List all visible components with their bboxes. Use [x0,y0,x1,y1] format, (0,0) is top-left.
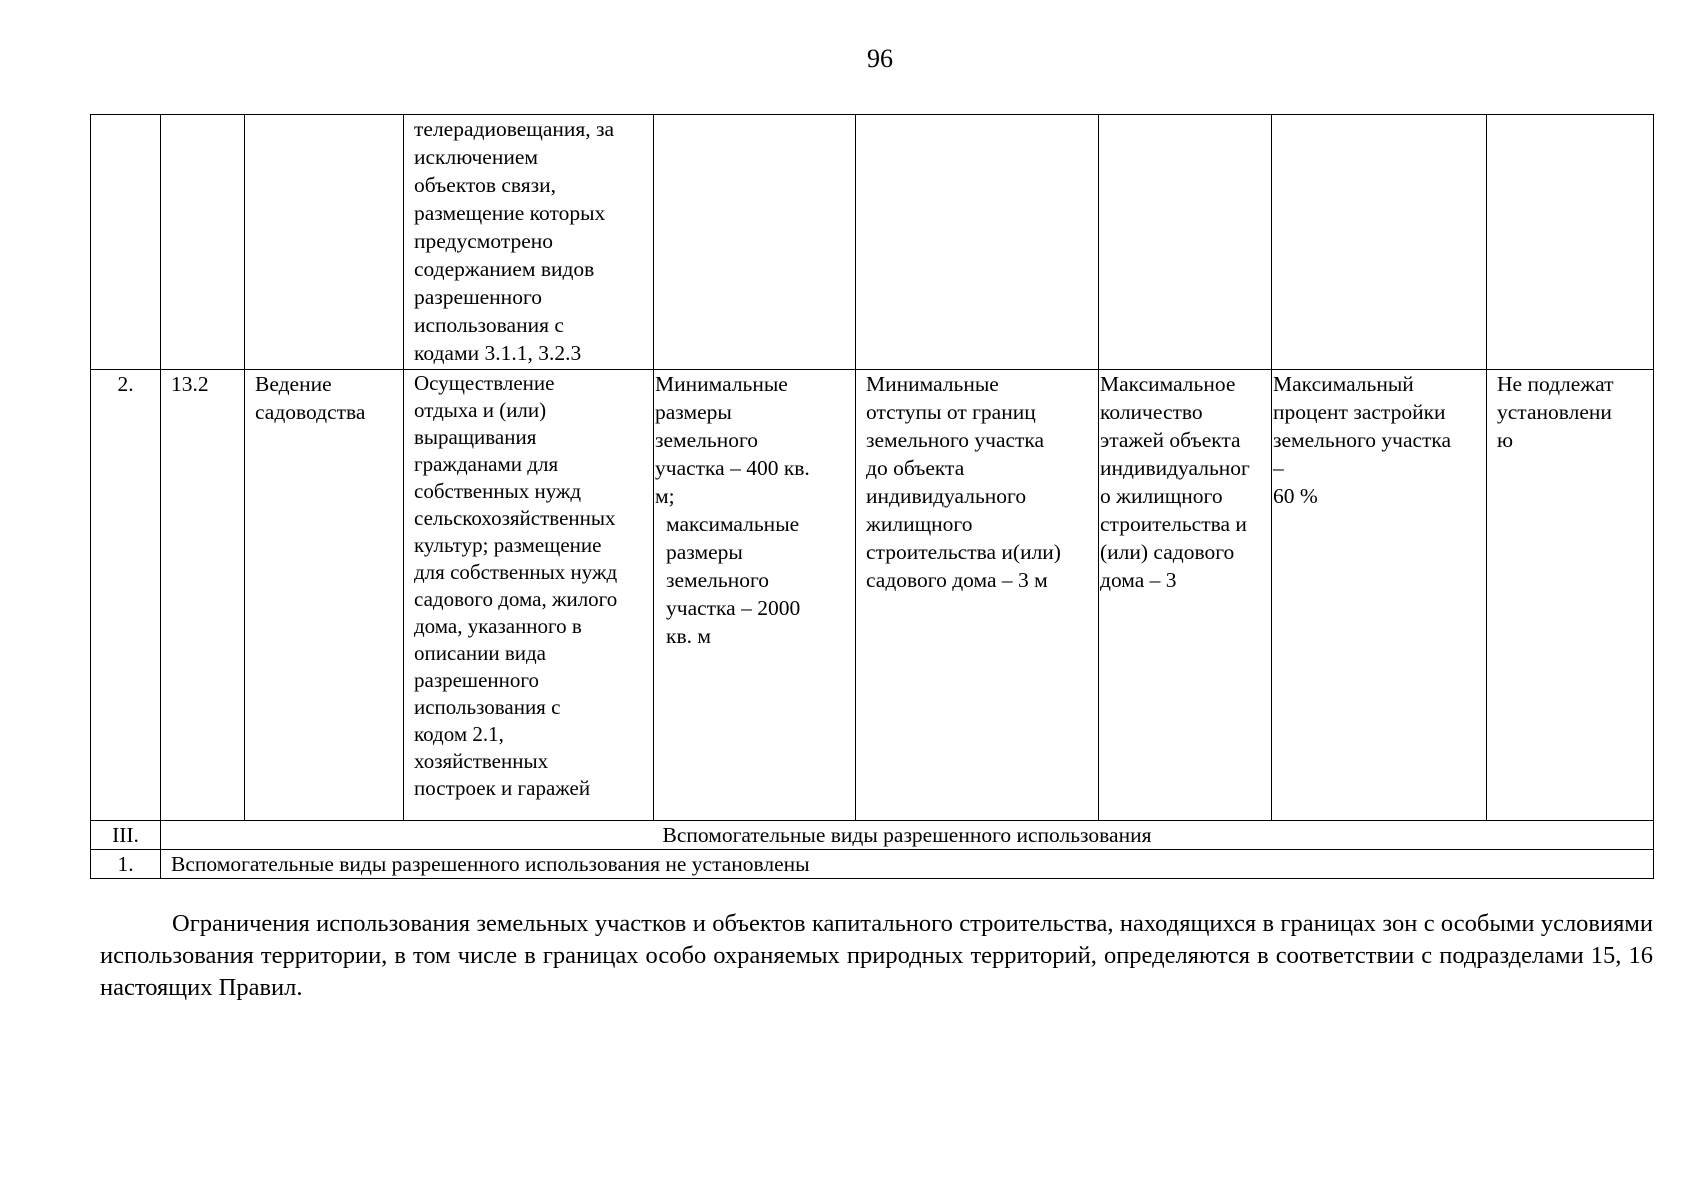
zoning-table [90,114,1654,879]
cell-code: 13.2 [161,370,245,821]
cell-use-description: Осуществление отдыха и (или) выращивания гражданами для собственных нужд сельскохозяйственных культур; размещение для собственных нужд садового дома, жилого дома, указанного в описании вида разрешенного использования с кодом 2.1, хозяйственных построек и гаражей [404,370,654,821]
cell-max-coverage: Максимальный процент застройки земельного участка – 60 % [1272,370,1487,821]
cell-setback: Минимальные отступы от границ земельного участка до объекта индивидуального жилищного строительства и(или) садового дома – 3 м [856,370,1099,821]
cell-plot-size: Минимальные размеры земельного участка – 400 кв. м; максимальные размеры земельного участка – 2000 кв. м [654,370,856,821]
section-number: III. [91,821,161,850]
cell-purpose-continued: телерадиовещания, за исключением объектов связи, размещение которых предусмотрено содержанием видов разрешенного использования с кодами 3.1.1, 3.2.3 [404,115,654,370]
cell-max-floors: Максимальное количество этажей объекта индивидуальног о жилищного строительства и (или) садового дома – 3 [1099,370,1272,821]
cell-use-name: Ведение садоводства [245,370,404,821]
table-row-gardening [91,370,1654,821]
cell-row-number: 1. [91,850,161,879]
table-row-auxiliary [91,850,1654,879]
table-section-header [91,821,1654,850]
cell-auxiliary-text: Вспомогательные виды разрешенного использования не установлены [161,850,1654,879]
cell-other-params: Не подлежат установлени ю [1487,370,1654,821]
cell-row-number: 2. [91,370,161,821]
restrictions-paragraph: Ограничения использования земельных участков и объектов капитального строительства, находящихся в границах зон с особыми условиями использования территории, в том числе в границах особо охраняемых природных территорий, определяются в соответствии с подразделами 15, 16 настоящих Правил. [100,909,1653,1001]
section-title: Вспомогательные виды разрешенного использования [161,821,1654,850]
table-row-continuation [91,115,1654,370]
page-number: 96 [867,44,893,73]
